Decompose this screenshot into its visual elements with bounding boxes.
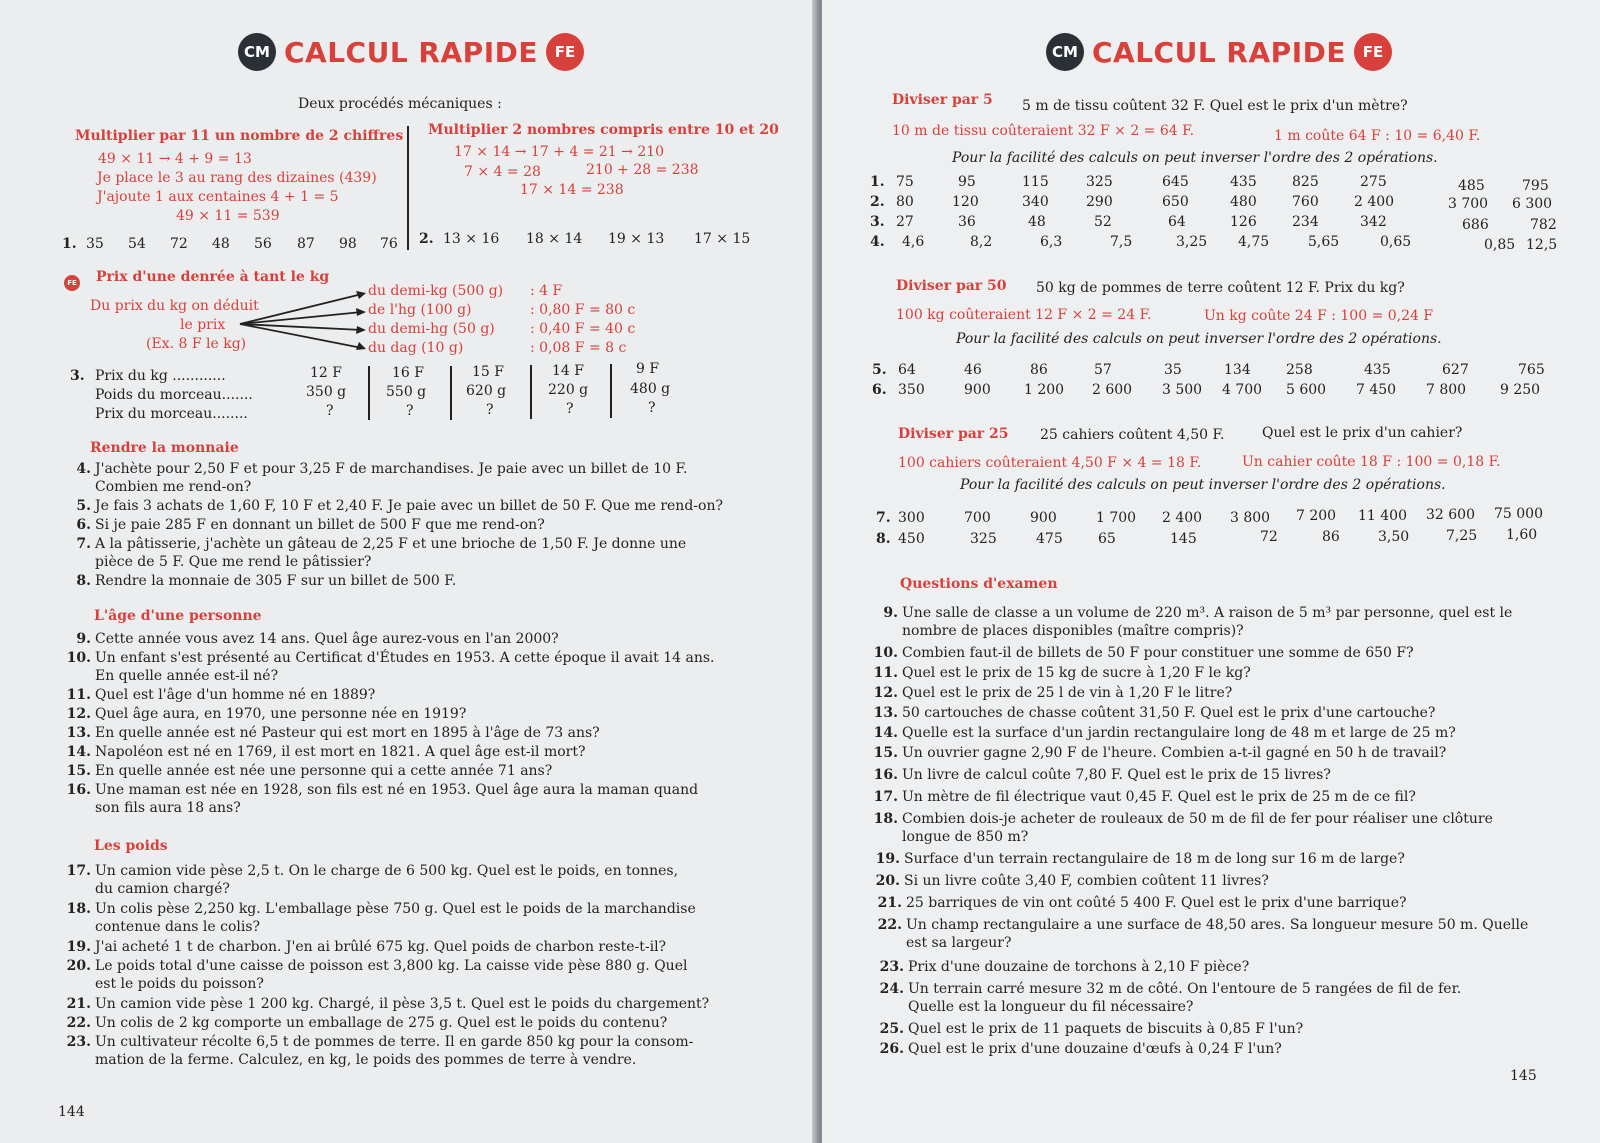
exercise-number: 1.: [870, 174, 885, 190]
value: 3 700: [1448, 196, 1489, 212]
table-cell: ?: [406, 403, 414, 419]
value: 900: [964, 382, 991, 398]
calc-line: 10 m de tissu coûteraient 32 F × 2 = 64 F.: [892, 123, 1195, 139]
value: 17 × 15: [694, 231, 751, 247]
question: 10. Un enfant s'est présenté au Certificat d'Études en 1953. A cette époque il avait 14 ans. En quelle année est-il né?: [66, 650, 715, 684]
value: 27: [896, 214, 914, 230]
value: 1 700: [1096, 510, 1137, 526]
question: 13. En quelle année est né Pasteur qui est mort en 1895 à l'âge de 73 ans?: [66, 725, 600, 741]
question: 14. Napoléon est né en 1769, il est mort en 1821. A quel âge est-il mort?: [66, 744, 586, 760]
mult1020-line: 7 × 4 = 28: [464, 164, 541, 180]
cm-badge: CM: [1046, 33, 1084, 71]
fe-badge: FE: [546, 33, 584, 71]
value: 4 700: [1222, 382, 1263, 398]
section-heading: Les poids: [94, 838, 168, 854]
value: 627: [1442, 362, 1469, 378]
question: 12. Quel est le prix de 25 l de vin à 1,20 F le litre?: [873, 685, 1233, 701]
table-cell: 550 g: [386, 384, 427, 400]
value: 475: [1036, 531, 1063, 547]
value: 485: [1458, 178, 1485, 194]
value: 75 000: [1494, 506, 1543, 522]
fe-dot-badge: FE: [64, 270, 80, 291]
value: 98: [339, 236, 357, 252]
value: 46: [964, 362, 982, 378]
question: 8. Rendre la monnaie de 305 F sur un billet de 500 F.: [76, 573, 457, 589]
value: 5,65: [1308, 234, 1340, 250]
value: 12,5: [1526, 237, 1558, 253]
mult11-line: 49 × 11 = 539: [176, 208, 280, 224]
calc-line: 100 kg coûteraient 12 F × 2 = 24 F.: [896, 307, 1152, 323]
value: 480: [1230, 194, 1257, 210]
table-cell: 9 F: [636, 361, 660, 377]
value: 900: [1030, 510, 1057, 526]
value: 36: [958, 214, 976, 230]
value: 86: [1322, 529, 1340, 545]
table-label: Poids du morceau.......: [95, 387, 253, 403]
value: 700: [964, 510, 991, 526]
question: 23. Prix d'une douzaine de torchons à 2,10 F pièce?: [879, 959, 1250, 975]
value: 275: [1360, 174, 1387, 190]
value: 686: [1462, 217, 1489, 233]
question: 26. Quel est le prix d'une douzaine d'œufs à 0,24 F l'un?: [879, 1041, 1282, 1057]
value: 650: [1162, 194, 1189, 210]
prix-item-value: : 4 F: [530, 283, 563, 299]
value: 75: [896, 174, 914, 190]
banner-title: CALCUL RAPIDE: [1092, 35, 1346, 69]
prix-left-line: Du prix du kg on déduit: [90, 298, 259, 314]
calc-line: 1 m coûte 64 F : 10 = 6,40 F.: [1274, 128, 1481, 144]
value: 645: [1162, 174, 1189, 190]
value: 35: [86, 236, 104, 252]
value: 48: [212, 236, 230, 252]
page-number: 145: [1510, 1068, 1537, 1084]
exercise-number: 4.: [870, 234, 885, 250]
note: Pour la facilité des calculs on peut inverser l'ordre des 2 opérations.: [952, 150, 1438, 166]
value: 325: [1086, 174, 1113, 190]
table-cell: 16 F: [392, 365, 424, 381]
table-cell: 14 F: [552, 363, 584, 379]
value: 435: [1364, 362, 1391, 378]
value: 3 800: [1230, 510, 1271, 526]
mult1020-line: 17 × 14 → 17 + 4 = 21 → 210: [454, 144, 665, 160]
question: 10. Combien faut-il de billets de 50 F pour constituer une somme de 650 F?: [873, 645, 1414, 661]
mult1020-heading: Multiplier 2 nombres compris entre 10 et 20: [428, 122, 779, 138]
value: 126: [1230, 214, 1257, 230]
value: 87: [297, 236, 315, 252]
value: 6 300: [1512, 196, 1553, 212]
prix-item-label: du demi-kg (500 g): [368, 283, 504, 299]
exercise-number: 7.: [876, 510, 891, 526]
value: 52: [1094, 214, 1112, 230]
intro-text: Deux procédés mécaniques :: [298, 96, 502, 112]
value: 48: [1028, 214, 1046, 230]
value: 435: [1230, 174, 1257, 190]
prix-left-line: (Ex. 8 F le kg): [146, 336, 247, 352]
value: 6,3: [1040, 234, 1063, 250]
calc-line: 100 cahiers coûteraient 4,50 F × 4 = 18 F.: [898, 455, 1202, 471]
prix-item-label: du demi-hg (50 g): [368, 321, 495, 337]
prix-item-value: : 0,40 F = 40 c: [530, 321, 636, 337]
question: 9. Cette année vous avez 14 ans. Quel âge aurez-vous en l'an 2000?: [76, 631, 559, 647]
table-cell: 220 g: [548, 382, 589, 398]
table-cell: ?: [326, 403, 334, 419]
value: 120: [952, 194, 979, 210]
prix-item-value: : 0,80 F = 80 c: [530, 302, 636, 318]
page-banner: [238, 32, 584, 72]
value: 795: [1522, 178, 1549, 194]
question: 7. A la pâtisserie, j'achète un gâteau de 2,25 F et une brioche de 1,50 F. Je donne une pièce de 5 F. Que me rend le pâtissier?: [76, 536, 687, 570]
exercise-number: 8.: [876, 531, 891, 547]
value: 765: [1518, 362, 1545, 378]
question: 19. Surface d'un terrain rectangulaire de 18 m de long sur 16 m de large?: [875, 851, 1405, 867]
value: 258: [1286, 362, 1313, 378]
arrows-diagram: [238, 288, 370, 354]
value: 1 200: [1024, 382, 1065, 398]
question: 17. Un camion vide pèse 2,5 t. On le charge de 6 500 kg. Quel est le poids, en tonnes, du camion chargé?: [66, 863, 679, 897]
value: 7,5: [1110, 234, 1133, 250]
note: Pour la facilité des calculs on peut inverser l'ordre des 2 opérations.: [956, 331, 1442, 347]
table-cell: 12 F: [310, 365, 342, 381]
value: 13 × 16: [443, 231, 500, 247]
value: 80: [896, 194, 914, 210]
page-number: 144: [58, 1104, 85, 1120]
exercise-number: 6.: [872, 382, 887, 398]
value: 54: [128, 236, 146, 252]
section-heading: Rendre la monnaie: [90, 440, 239, 456]
value: 450: [898, 531, 925, 547]
value: 2 400: [1162, 510, 1203, 526]
section-heading: Diviser par 25: [898, 426, 1009, 442]
mult11-line: 49 × 11 → 4 + 9 = 13: [98, 151, 252, 167]
column-divider: [407, 126, 409, 250]
mult1020-line: 17 × 14 = 238: [520, 182, 624, 198]
value: 32 600: [1426, 507, 1475, 523]
value: 300: [898, 510, 925, 526]
table-cell: ?: [486, 402, 494, 418]
section-heading: Questions d'examen: [900, 576, 1058, 592]
table-label: Prix du morceau........: [95, 406, 248, 422]
question: 24. Un terrain carré mesure 32 m de côté. On l'entoure de 5 rangées de fil de fer. Quelle est la longueur du fil nécessaire?: [879, 981, 1462, 1015]
value: 65: [1098, 531, 1116, 547]
question: 4. J'achète pour 2,50 F et pour 3,25 F de marchandises. Je paie avec un billet de 10 F. Combien me rend-on?: [76, 461, 688, 495]
value: 342: [1360, 214, 1387, 230]
value: 35: [1164, 362, 1182, 378]
table-cell: 480 g: [630, 381, 671, 397]
prix-item-value: : 0,08 F = 8 c: [530, 340, 627, 356]
value: 2 400: [1354, 194, 1395, 210]
value: 2 600: [1092, 382, 1133, 398]
value: 234: [1292, 214, 1319, 230]
question: 20. Le poids total d'une caisse de poisson est 3,800 kg. La caisse vide pèse 880 g. Quel est le poids du poisson?: [66, 958, 688, 992]
exercise-number: 2.: [870, 194, 885, 210]
exercise-number: 5.: [872, 362, 887, 378]
table-cell: 620 g: [466, 383, 507, 399]
section-heading: L'âge d'une personne: [94, 608, 262, 624]
value: 11 400: [1358, 508, 1407, 524]
value: 8,2: [970, 234, 993, 250]
question: 17. Un mètre de fil électrique vaut 0,45 F. Quel est le prix de 25 m de ce fil?: [873, 789, 1416, 805]
table-cell: 350 g: [306, 384, 347, 400]
value: 340: [1022, 194, 1049, 210]
mult1020-line: 210 + 28 = 238: [586, 162, 699, 178]
value: 64: [898, 362, 916, 378]
table-divider: [450, 366, 452, 420]
value: 3 500: [1162, 382, 1203, 398]
value: 0,65: [1380, 234, 1412, 250]
value: 115: [1022, 174, 1049, 190]
banner-title: CALCUL RAPIDE: [284, 35, 538, 69]
value: 7,25: [1446, 528, 1478, 544]
question: 6. Si je paie 285 F en donnant un billet de 500 F que me rend-on?: [76, 517, 545, 533]
exercise-number: 1.: [62, 236, 77, 252]
value: 86: [1030, 362, 1048, 378]
question: 11. Quel est l'âge d'un homme né en 1889?: [66, 687, 376, 703]
value: 760: [1292, 194, 1319, 210]
value: 4,6: [902, 234, 925, 250]
exercise-number: 3.: [70, 368, 85, 384]
question: 9. Une salle de classe a un volume de 220 m³. A raison de 5 m³ par personne, quel est le nombre de places disponibles (maître compris)?: [883, 605, 1513, 639]
question: 21. 25 barriques de vin ont coûté 5 400 F. Quel est le prix d'une barrique?: [877, 895, 1407, 911]
section-heading: Diviser par 50: [896, 278, 1007, 294]
value: 76: [380, 236, 398, 252]
value: 134: [1224, 362, 1251, 378]
fe-badge: FE: [1354, 33, 1392, 71]
table-divider: [610, 364, 612, 418]
exercise-number: 2.: [419, 231, 434, 247]
table-label: Prix du kg ............: [95, 368, 226, 384]
value: 19 × 13: [608, 231, 665, 247]
section-heading: Diviser par 5: [892, 92, 993, 108]
question: 12. Quel âge aura, en 1970, une personne née en 1919?: [66, 706, 467, 722]
value: 0,85: [1484, 237, 1516, 253]
question: 19. J'ai acheté 1 t de charbon. J'en ai brûlé 675 kg. Quel poids de charbon reste-t-il?: [66, 939, 667, 955]
question: 22. Un champ rectangulaire a une surface de 48,50 ares. Sa longueur mesure 50 m. Quelle est sa largeur?: [877, 917, 1529, 951]
value: 5 600: [1286, 382, 1327, 398]
value: 3,25: [1176, 234, 1208, 250]
table-cell: ?: [648, 400, 656, 416]
note: Pour la facilité des calculs on peut inverser l'ordre des 2 opérations.: [960, 477, 1446, 493]
value: 7 800: [1426, 382, 1467, 398]
question: 14. Quelle est la surface d'un jardin rectangulaire long de 48 m et large de 25 m?: [873, 725, 1456, 741]
question: 20. Si un livre coûte 3,40 F, combien coûtent 11 livres?: [875, 873, 1269, 889]
table-cell: ?: [566, 401, 574, 417]
section-question: 5 m de tissu coûtent 32 F. Quel est le prix d'un mètre?: [1022, 98, 1408, 114]
question: 22. Un colis de 2 kg comporte un emballage de 275 g. Quel est le poids du contenu?: [66, 1015, 668, 1031]
value: 64: [1168, 214, 1186, 230]
question: 16. Une maman est née en 1928, son fils est né en 1953. Quel âge aura la maman quand son fils aura 18 ans?: [66, 782, 699, 816]
value: 7 450: [1356, 382, 1397, 398]
value: 290: [1086, 194, 1113, 210]
value: 825: [1292, 174, 1319, 190]
right-page: [822, 0, 1600, 1143]
section-question: Quel est le prix d'un cahier?: [1262, 425, 1463, 441]
exercise-number: 3.: [870, 214, 885, 230]
question: 21. Un camion vide pèse 1 200 kg. Chargé, il pèse 3,5 t. Quel est le poids du chargement?: [66, 996, 710, 1012]
section-question: 50 kg de pommes de terre coûtent 12 F. Prix du kg?: [1036, 280, 1405, 296]
value: 325: [970, 531, 997, 547]
value: 18 × 14: [526, 231, 583, 247]
value: 4,75: [1238, 234, 1270, 250]
question: 16. Un livre de calcul coûte 7,80 F. Quel est le prix de 15 livres?: [873, 767, 1331, 783]
table-divider: [530, 365, 532, 419]
mult11-line: J'ajoute 1 aux centaines 4 + 1 = 5: [97, 189, 339, 205]
value: 72: [170, 236, 188, 252]
value: 57: [1094, 362, 1112, 378]
question: 15. En quelle année est née une personne qui a cette année 71 ans?: [66, 763, 553, 779]
value: 3,50: [1378, 529, 1410, 545]
question: 23. Un cultivateur récolte 6,5 t de pommes de terre. Il en garde 850 kg pour la consom- mation de la ferme. Calculez, en kg, le poids des pommes de terre à vendre.: [66, 1034, 694, 1068]
value: 7 200: [1296, 508, 1337, 524]
question: 25. Quel est le prix de 11 paquets de biscuits à 0,85 F l'un?: [879, 1021, 1304, 1037]
calc-line: Un cahier coûte 18 F : 100 = 0,18 F.: [1242, 454, 1501, 470]
value: 145: [1170, 531, 1197, 547]
prix-item-label: du dag (10 g): [368, 340, 464, 356]
section-question: 25 cahiers coûtent 4,50 F.: [1040, 427, 1225, 443]
value: 350: [898, 382, 925, 398]
calc-line: Un kg coûte 24 F : 100 = 0,24 F: [1204, 308, 1434, 324]
table-divider: [368, 366, 370, 420]
value: 72: [1260, 529, 1278, 545]
question: 18. Un colis pèse 2,250 kg. L'emballage pèse 750 g. Quel est le poids de la marchandise contenue dans le colis?: [66, 901, 696, 935]
question: 5. Je fais 3 achats de 1,60 F, 10 F et 2,40 F. Je paie avec un billet de 50 F. Que me rend-on?: [76, 498, 723, 514]
value: 782: [1530, 217, 1557, 233]
value: 56: [254, 236, 272, 252]
prix-left-line: le prix: [180, 317, 226, 333]
prix-item-label: de l'hg (100 g): [368, 302, 472, 318]
page-banner: [1046, 32, 1392, 72]
mult11-heading: Multiplier par 11 un nombre de 2 chiffres: [75, 128, 404, 144]
cm-badge: CM: [238, 33, 276, 71]
question: 15. Un ouvrier gagne 2,90 F de l'heure. Combien a-t-il gagné en 50 h de travail?: [873, 745, 1447, 761]
question: 18. Combien dois-je acheter de rouleaux de 50 m de fil de fer pour réaliser une clôture longue de 850 m?: [873, 811, 1493, 845]
table-cell: 15 F: [472, 364, 504, 380]
mult11-line: Je place le 3 au rang des dizaines (439): [97, 170, 377, 186]
value: 9 250: [1500, 382, 1541, 398]
value: 1,60: [1506, 527, 1538, 543]
value: 95: [958, 174, 976, 190]
prix-heading: Prix d'une denrée à tant le kg: [96, 269, 330, 285]
question: 13. 50 cartouches de chasse coûtent 31,50 F. Quel est le prix d'une cartouche?: [873, 705, 1436, 721]
question: 11. Quel est le prix de 15 kg de sucre à 1,20 F le kg?: [873, 665, 1251, 681]
